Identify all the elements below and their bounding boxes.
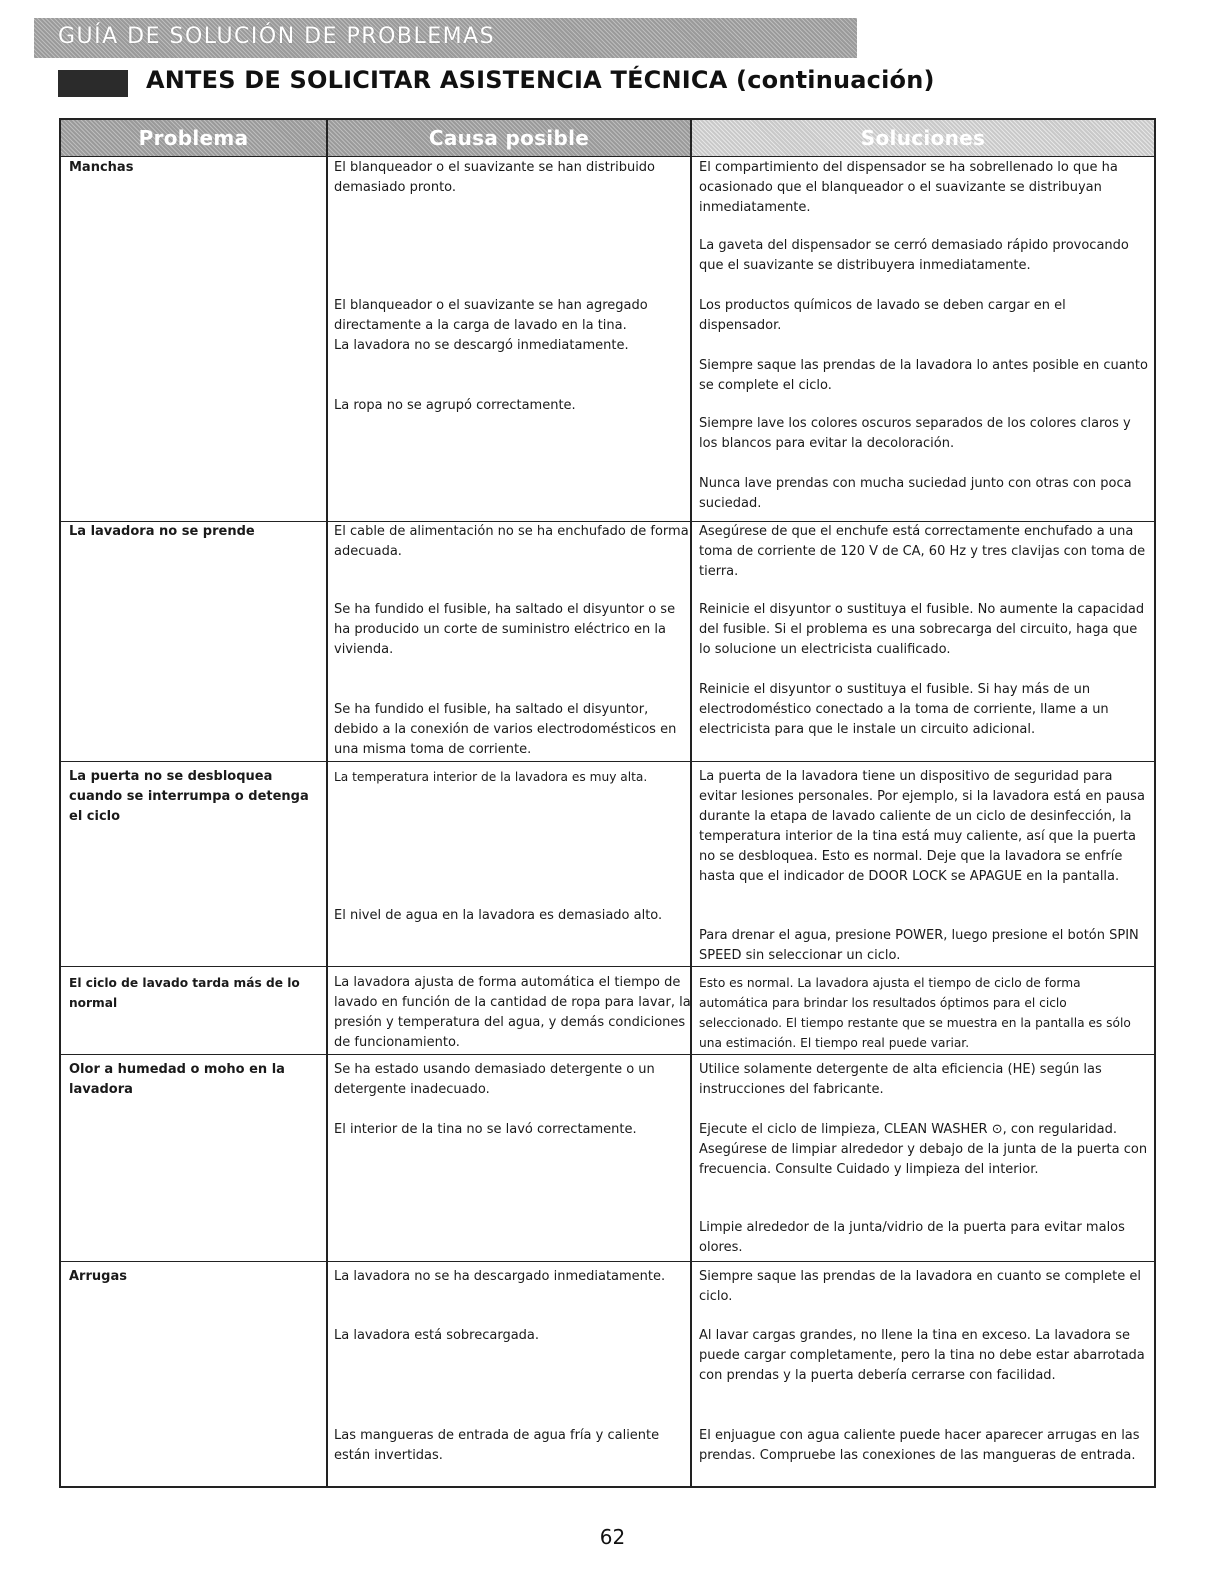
section-banner-label: GUÍA DE SOLUCIÓN DE PROBLEMAS — [58, 24, 496, 49]
cause-text: La temperatura interior de la lavadora es muy alta. — [334, 770, 648, 784]
solution-text: Esto es normal. La lavadora ajusta el tiempo de ciclo de forma automática para brindar los resultados óptimos para el ciclo seleccionado. El tiempo restante que se muestra en la pantalla es sólo una estimación. El tiempo real puede variar. — [699, 976, 1131, 1050]
section-banner — [34, 18, 857, 58]
cause-text: La ropa no se agrupó correctamente. — [334, 398, 576, 413]
title-marker — [58, 70, 128, 97]
problem-stains: Manchas — [69, 160, 134, 175]
cause-text: El nivel de agua en la lavadora es demasiado alto. — [334, 908, 663, 923]
cause-text: La lavadora no se descargó inmediatamente. — [334, 338, 629, 353]
problem-wrinkles: Arrugas — [69, 1269, 127, 1284]
problem-no-power: La lavadora no se prende — [69, 524, 255, 539]
row-divider — [61, 1054, 1154, 1055]
cause-text: El cable de alimentación no se ha enchufado de forma adecuada. — [334, 524, 689, 559]
column-divider — [326, 120, 328, 1486]
header-solutions: Soluciones — [692, 120, 1154, 156]
solution-text: Limpie alrededor de la junta/vidrio de la puerta para evitar malos olores. — [699, 1220, 1125, 1255]
solution-text: Al lavar cargas grandes, no llene la tina en exceso. La lavadora se puede cargar completamente, pero la tina no debe estar abarrotada con prendas y la puerta debería cerrarse con facilidad. — [699, 1328, 1145, 1383]
solution-text: El enjuague con agua caliente puede hacer aparecer arrugas en las prendas. Compruebe las conexiones de las mangueras de entrada. — [699, 1428, 1140, 1463]
cause-text: La lavadora ajusta de forma automática el tiempo de lavado en función de la cantidad de ropa para lavar, la presión y temperatura del agua, y demás condiciones de funcionamiento. — [334, 975, 691, 1050]
page-title: ANTES DE SOLICITAR ASISTENCIA TÉCNICA (continuación) — [146, 66, 935, 94]
troubleshooting-table — [59, 118, 1156, 1488]
cause-text: Se ha estado usando demasiado detergente o un detergente inadecuado. — [334, 1062, 655, 1097]
solution-text: Ejecute el ciclo de limpieza, CLEAN WASHER ⊙, con regularidad. Asegúrese de limpiar alrededor y debajo de la junta de la puerta con frecuencia. Consulte Cuidado y limpieza del interior. — [699, 1122, 1148, 1177]
row-divider — [61, 156, 1154, 157]
solution-text: Para drenar el agua, presione POWER, luego presione el botón SPIN SPEED sin seleccionar un ciclo. — [699, 928, 1139, 963]
solution-text: Reinicie el disyuntor o sustituya el fusible. Si hay más de un electrodoméstico conectado a la toma de corriente, llame a un electricista para que le instale un circuito adicional. — [699, 682, 1109, 737]
solution-text: Reinicie el disyuntor o sustituya el fusible. No aumente la capacidad del fusible. Si el problema es una sobrecarga del circuito, haga que lo solucione un electricista cualificado. — [699, 602, 1145, 657]
solution-text: Nunca lave prendas con mucha suciedad junto con otras con poca suciedad. — [699, 476, 1132, 511]
solution-text: Los productos químicos de lavado se deben cargar en el dispensador. — [699, 298, 1066, 333]
solution-text: Asegúrese de que el enchufe está correctamente enchufado a una toma de corriente de 120 V de CA, 60 Hz y tres clavijas con toma de tierra. — [699, 524, 1146, 579]
problem-odor: Olor a humedad o moho en la lavadora — [69, 1062, 285, 1097]
row-divider — [61, 966, 1154, 967]
cause-text: Las mangueras de entrada de agua fría y caliente están invertidas. — [334, 1428, 660, 1463]
cause-text: Se ha fundido el fusible, ha saltado el disyuntor o se ha producido un corte de suministro eléctrico en la vivienda. — [334, 602, 676, 657]
cause-text: Se ha fundido el fusible, ha saltado el disyuntor, debido a la conexión de varios electrodomésticos en una misma toma de corriente. — [334, 702, 677, 757]
solution-text: Siempre lave los colores oscuros separados de los colores claros y los blancos para evitar la decoloración. — [699, 416, 1131, 451]
header-problem: Problema — [61, 120, 326, 156]
problem-door-locked: La puerta no se desbloquea cuando se interrumpa o detenga el ciclo — [69, 769, 309, 824]
solution-text: Utilice solamente detergente de alta eficiencia (HE) según las instrucciones del fabricante. — [699, 1062, 1102, 1097]
page-number: 62 — [599, 1525, 626, 1549]
header-cause: Causa posible — [328, 120, 690, 156]
cause-text: El blanqueador o el suavizante se han agregado directamente a la carga de lavado en la tina. — [334, 298, 648, 333]
cause-text: La lavadora está sobrecargada. — [334, 1328, 540, 1343]
solution-text: Siempre saque las prendas de la lavadora lo antes posible en cuanto se complete el ciclo. — [699, 358, 1148, 393]
problem-long-cycle: El ciclo de lavado tarda más de lo normal — [69, 976, 300, 1010]
row-divider — [61, 1261, 1154, 1262]
solution-text: El compartimiento del dispensador se ha sobrellenado lo que ha ocasionado que el blanqueador o el suavizante se distribuyan inmediatamente. — [699, 160, 1118, 215]
solution-text: La puerta de la lavadora tiene un dispositivo de seguridad para evitar lesiones personales. Por ejemplo, si la lavadora está en pausa durante la etapa de lavado caliente de un ciclo de desinfección, la temperatura interior de la tina está muy caliente, así que la puerta no se desbloquea. Esto es normal. Deje que la lavadora se enfríe hasta que el indicador de DOOR LOCK se APAGUE en la pantalla. — [699, 769, 1145, 884]
solution-text: La gaveta del dispensador se cerró demasiado rápido provocando que el suavizante se distribuyera inmediatamente. — [699, 238, 1129, 273]
cause-text: El interior de la tina no se lavó correctamente. — [334, 1122, 637, 1137]
row-divider — [61, 761, 1154, 762]
cause-text: El blanqueador o el suavizante se han distribuido demasiado pronto. — [334, 160, 656, 195]
cause-text: La lavadora no se ha descargado inmediatamente. — [334, 1269, 666, 1284]
solution-text: Siempre saque las prendas de la lavadora en cuanto se complete el ciclo. — [699, 1269, 1141, 1304]
